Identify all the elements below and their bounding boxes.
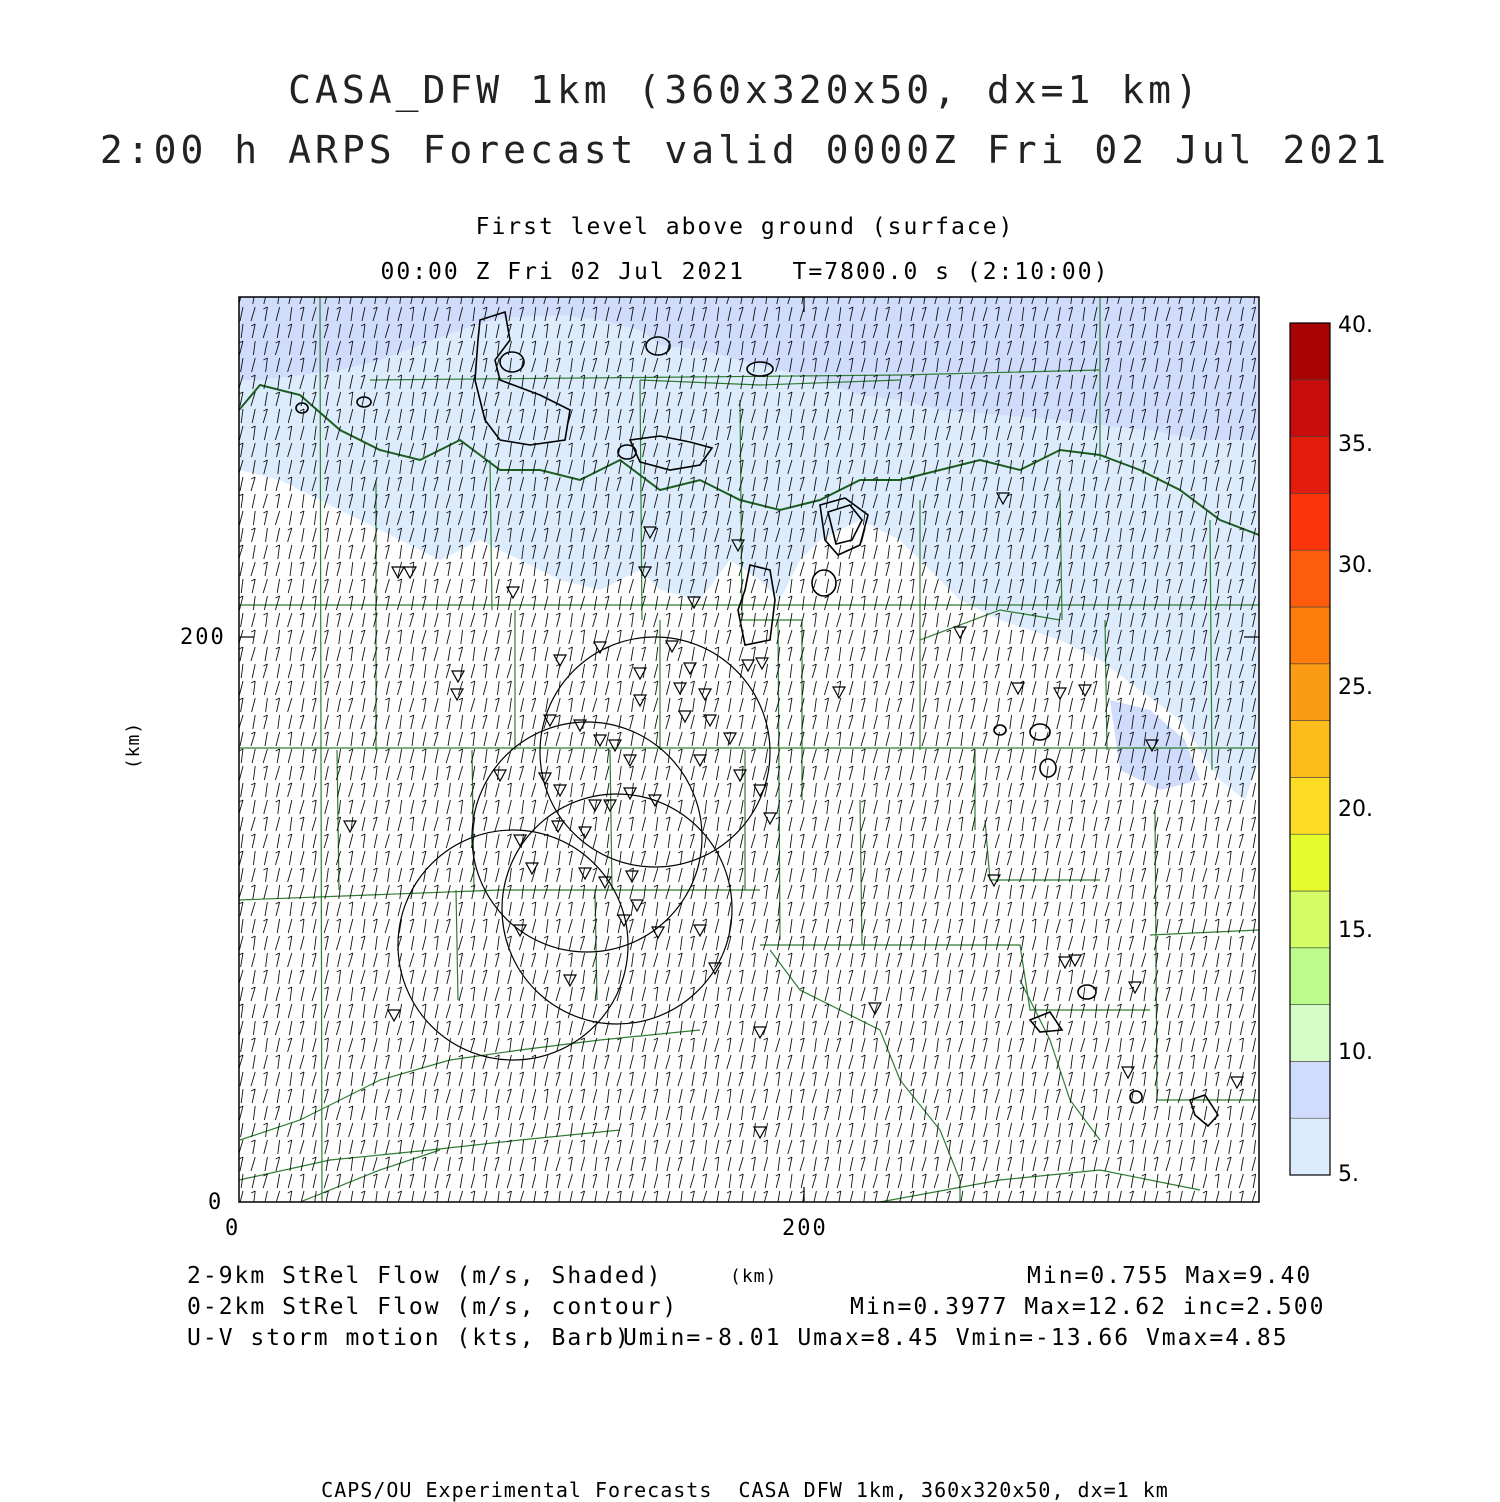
map-plot-area bbox=[239, 290, 1259, 1205]
colorbar-label-40: 40. bbox=[1338, 313, 1373, 338]
colorbar-swatch bbox=[1290, 834, 1330, 891]
colorbar-swatch bbox=[1290, 323, 1330, 380]
legend-shaded: 2-9km StRel Flow (m/s, Shaded) bbox=[187, 1263, 663, 1289]
colorbar-swatch bbox=[1290, 607, 1330, 664]
colorbar-swatch bbox=[1290, 891, 1330, 948]
colorbar-swatch bbox=[1290, 493, 1330, 550]
y-tick-0: 0 bbox=[208, 1190, 224, 1215]
y-axis-label: (km) bbox=[123, 721, 145, 770]
colorbar-swatch bbox=[1290, 948, 1330, 1005]
x-axis-label: (km) bbox=[730, 1266, 778, 1287]
colorbar-swatch bbox=[1290, 777, 1330, 834]
title-line-1: CASA_DFW 1km (360x320x50, dx=1 km) bbox=[288, 68, 1202, 112]
colorbar-label-10: 10. bbox=[1338, 1040, 1373, 1065]
colorbar-swatch bbox=[1290, 437, 1330, 494]
legend-barb: U-V storm motion (kts, Barb) bbox=[187, 1325, 631, 1351]
colorbar-swatch bbox=[1290, 1061, 1330, 1118]
colorbar-label-30: 30. bbox=[1338, 553, 1373, 578]
colorbar-swatch bbox=[1290, 550, 1330, 607]
colorbar-swatch bbox=[1290, 721, 1330, 778]
valid-time-label: 00:00 Z Fri 02 Jul 2021 T=7800.0 s (2:10:00) bbox=[380, 259, 1110, 285]
legend-shaded-stats: Min=0.755 Max=9.40 bbox=[1027, 1263, 1313, 1289]
footer-credit: CAPS/OU Experimental Forecasts CASA DFW 1km, 360x320x50, dx=1 km bbox=[321, 1478, 1169, 1502]
title-line-2: 2:00 h ARPS Forecast valid 0000Z Fri 02 Jul 2021 bbox=[99, 128, 1391, 172]
x-tick-0: 0 bbox=[225, 1216, 241, 1241]
colorbar-swatch bbox=[1290, 664, 1330, 721]
colorbar-swatch bbox=[1290, 1118, 1330, 1175]
y-tick-200: 200 bbox=[180, 625, 226, 650]
legend-barb-stats: Umin=-8.01 Umax=8.45 Vmin=-13.66 Vmax=4.85 bbox=[623, 1325, 1289, 1351]
colorbar-label-35: 35. bbox=[1338, 432, 1373, 457]
colorbar bbox=[1290, 323, 1330, 1175]
colorbar-swatch bbox=[1290, 1005, 1330, 1062]
colorbar-swatch bbox=[1290, 380, 1330, 437]
legend-contour: 0-2km StRel Flow (m/s, contour) bbox=[187, 1294, 679, 1320]
level-label: First level above ground (surface) bbox=[475, 214, 1015, 240]
colorbar-label-25: 25. bbox=[1338, 675, 1373, 700]
x-tick-200: 200 bbox=[782, 1216, 828, 1241]
colorbar-label-5: 5. bbox=[1338, 1162, 1359, 1187]
colorbar-label-15: 15. bbox=[1338, 918, 1373, 943]
colorbar-label-20: 20. bbox=[1338, 797, 1373, 822]
legend-contour-stats: Min=0.3977 Max=12.62 inc=2.500 bbox=[850, 1294, 1326, 1320]
